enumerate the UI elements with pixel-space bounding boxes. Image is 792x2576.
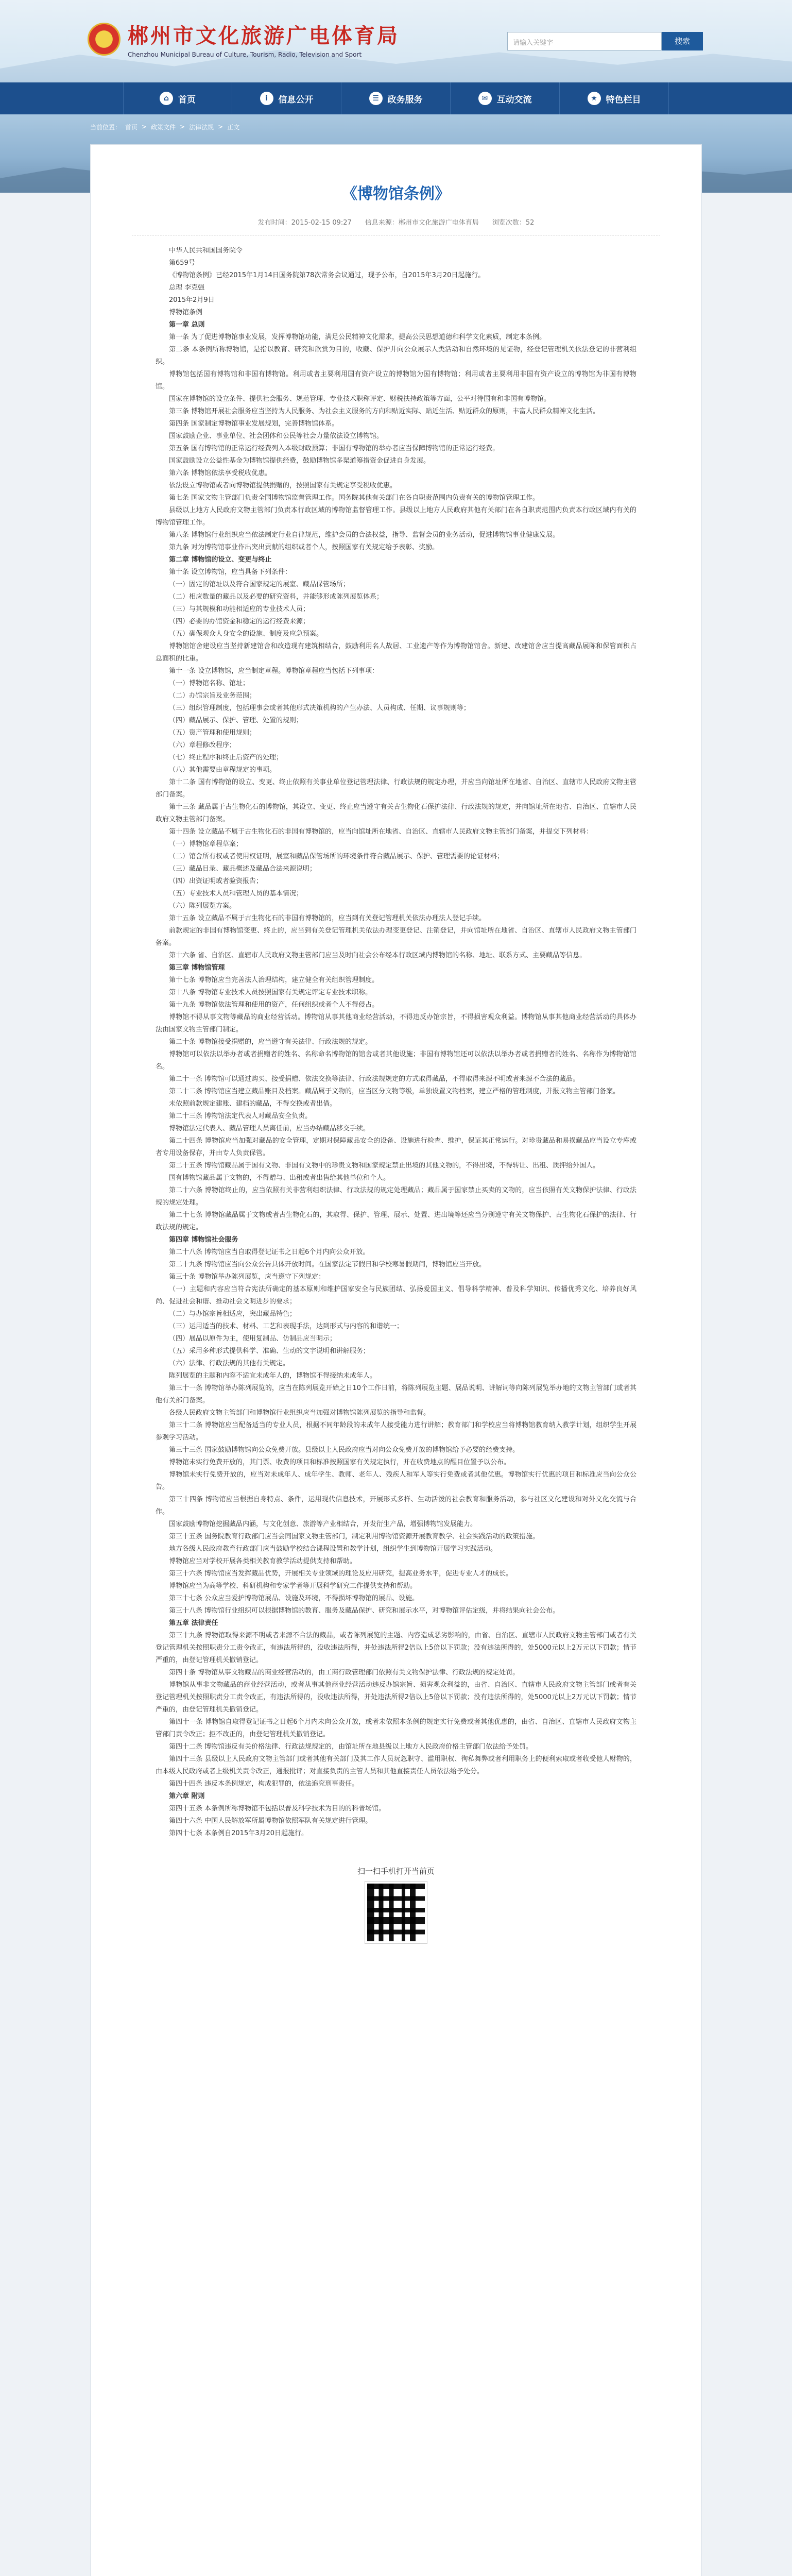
article-paragraph: 第二章 博物馆的设立、变更与终止 — [169, 556, 272, 564]
article-paragraph: （二）办馆宗旨及业务范围； — [169, 692, 256, 700]
article-paragraph: （二）与办馆宗旨相适应，突出藏品特色； — [169, 1310, 297, 1318]
article-paragraph: （四）必要的办馆资金和稳定的运行经费来源； — [169, 618, 310, 625]
article-paragraph: （一）固定的馆址以及符合国家规定的展室、藏品保管场所； — [169, 581, 350, 588]
qr-section — [91, 1866, 701, 1943]
article-paragraph: （六）章程修改程序； — [169, 741, 236, 749]
article-paragraph: 第十六条 省、自治区、直辖市人民政府文物主管部门应当及时向社会公布经本行政区域内博物馆的名称、地址、联系方式、主要藏品等信息。 — [169, 952, 587, 959]
qr-caption: 扫一扫手机打开当前页 — [357, 1867, 435, 1876]
article-paragraph: （六）陈列展览方案。 — [169, 902, 236, 910]
article-paragraph: 第四章 博物馆社会服务 — [169, 1236, 238, 1244]
article-paragraph: 依法设立博物馆或者向博物馆提供捐赠的，按照国家有关规定享受税收优惠。 — [169, 482, 397, 489]
article-paragraph: 国家鼓励博物馆挖掘藏品内涵，与文化创意、旅游等产业相结合，开发衍生产品，增强博物馆发展能力。 — [169, 1520, 477, 1528]
article-paragraph: 第二十七条 博物馆藏品属于文物或者古生物化石的，其取得、保护、管理、展示、处置、进出境等还应当分别遵守有关文物保护、古生物化石保护的法律、行政法规的规定。 — [156, 1211, 636, 1231]
article-paragraph: 博物馆包括国有博物馆和非国有博物馆。利用或者主要利用国有资产设立的博物馆为国有博物馆；利用或者主要利用非国有资产设立的博物馆为非国有博物馆。 — [156, 370, 636, 391]
article-paragraph: （七）终止程序和终止后资产的处理； — [169, 754, 283, 761]
article-paragraph: 第三十条 博物馆举办陈列展览，应当遵守下列规定： — [169, 1273, 325, 1281]
nav-item-home[interactable]: ⌂ 首页 — [123, 82, 232, 114]
article-paragraph: 第十二条 国有博物馆的设立、变更、终止依照有关事业单位登记管理法律、行政法规的规定办理，并应当向馆址所在地省、自治区、直辖市人民政府文物主管部门备案。 — [156, 778, 636, 799]
article-paragraph: 第八条 博物馆行业组织应当依法制定行业自律规范，维护会员的合法权益，指导、监督会员的业务活动，促进博物馆事业健康发展。 — [169, 531, 560, 539]
article-paragraph: 第十四条 设立藏品不属于古生物化石的非国有博物馆的，应当向馆址所在地省、自治区、直辖市人民政府文物主管部门备案，并提交下列材料： — [169, 828, 593, 836]
article-paragraph: 第四十七条 本条例自2015年3月20日起施行。 — [169, 1829, 308, 1837]
article-paragraph: 第十九条 博物馆依法管理和使用的资产，任何组织或者个人不得侵占。 — [169, 1001, 379, 1009]
article-paragraph: 地方各级人民政府教育行政部门应当鼓励学校结合课程设置和教学计划，组织学生到博物馆开展学习实践活动。 — [169, 1545, 497, 1553]
article-paragraph: （五）资产管理和使用规则； — [169, 729, 256, 737]
article-paragraph: 国家鼓励企业、事业单位、社会团体和公民等社会力量依法设立博物馆。 — [169, 432, 384, 440]
article-paragraph: 博物馆馆舍建设应当坚持新建馆舍和改造现有建筑相结合，鼓励利用名人故居、工业遗产等作为博物馆馆舍。新建、改建馆舍应当提高藏品展陈和保管面积占总面积的比重。 — [156, 642, 636, 663]
article-paragraph: 第四十五条 本条例所称博物馆不包括以普及科学技术为目的的科普场馆。 — [169, 1805, 386, 1812]
search-button[interactable]: 搜索 — [662, 32, 703, 50]
article-paragraph: 第九条 对为博物馆事业作出突出贡献的组织或者个人，按照国家有关规定给予表彰、奖励。 — [169, 544, 439, 551]
article-panel — [90, 144, 702, 2576]
article-paragraph: （一）博物馆章程草案； — [169, 840, 243, 848]
national-emblem-icon — [88, 23, 120, 56]
article-paragraph: 第四十条 博物馆从事文物藏品的商业经营活动的，由工商行政管理部门依照有关文物保护法律、行政法规的规定处罚。 — [169, 1669, 520, 1676]
article-paragraph: 第二十六条 博物馆终止的，应当依照有关非营利组织法律、行政法规的规定处理藏品；藏品属于国家禁止买卖的文物的，应当依照有关文物保护法律、行政法规的规定处理。 — [156, 1187, 636, 1207]
article-paragraph: （四）出资证明或者验资报告； — [169, 877, 263, 885]
nav-item-service[interactable]: ☰ 政务服务 — [341, 82, 451, 114]
main-nav — [0, 82, 792, 114]
article-paragraph: 第十一条 设立博物馆，应当制定章程。博物馆章程应当包括下列事项： — [169, 667, 379, 675]
article-paragraph: 第二十九条 博物馆应当向公众公告具体开放时间。在国家法定节假日和学校寒暑假期间，博物馆应当开放。 — [169, 1261, 486, 1268]
article-paragraph: 第二十三条 博物馆法定代表人对藏品安全负责。 — [169, 1112, 312, 1120]
article-paragraph: 第六条 博物馆依法享受税收优惠。 — [169, 469, 272, 477]
article-paragraph: 各级人民政府文物主管部门和博物馆行业组织应当加强对博物馆陈列展览的指导和监督。 — [169, 1409, 431, 1417]
article-paragraph: 博物馆应当为高等学校、科研机构和专家学者等开展科学研究工作提供支持和帮助。 — [169, 1582, 417, 1590]
article-paragraph: 博物馆应当对学校开展各类相关教育教学活动提供支持和帮助。 — [169, 1557, 357, 1565]
site-header — [0, 0, 792, 82]
search-input[interactable]: 请输入关键字 — [507, 32, 662, 50]
article-paragraph: （四）展品以原件为主，使用复制品、仿制品应当明示； — [169, 1335, 337, 1343]
article-paragraph: 国家在博物馆的设立条件、提供社会服务、规范管理、专业技术职称评定、财税扶持政策等方面，公平对待国有和非国有博物馆。 — [169, 395, 551, 403]
article-paragraph: 第四十六条 中国人民解放军所属博物馆依照军队有关规定进行管理。 — [169, 1817, 372, 1825]
article-paragraph: 《博物馆条例》已经2015年1月14日国务院第78次常务会议通过，现予公布，自2015年3月20日起施行。 — [169, 272, 485, 279]
article-paragraph: 第三十二条 博物馆应当配备适当的专业人员，根据不同年龄段的未成年人接受能力进行讲解；教育部门和学校应当将博物馆教育纳入教学计划，组织学生开展参观学习活动。 — [156, 1421, 636, 1442]
search-bar — [507, 32, 703, 50]
service-icon: ☰ — [369, 92, 383, 105]
article-paragraph: 中华人民共和国国务院令 — [169, 247, 243, 255]
site-title: 郴州市文化旅游广电体育局 — [128, 24, 400, 48]
article-paragraph: 未依照前款规定建账、建档的藏品，不得交换或者出借。 — [169, 1100, 337, 1108]
article-paragraph: 第三十三条 国家鼓励博物馆向公众免费开放。县级以上人民政府应当对向公众免费开放的博物馆给予必要的经费支持。 — [169, 1446, 520, 1454]
article-paragraph: 第一条 为了促进博物馆事业发展，发挥博物馆功能，满足公民精神文化需求，提高公民思想道德和科学文化素质，制定本条例。 — [169, 333, 546, 341]
article-paragraph: 第四十二条 博物馆违反有关价格法律、行政法规规定的，由馆址所在地县级以上地方人民政府价格主管部门依法给予处罚。 — [169, 1743, 533, 1751]
article-paragraph: 第二十四条 博物馆应当加强对藏品的安全管理，定期对保障藏品安全的设备、设施进行检查、维护，保证其正常运行。对珍贵藏品和易损藏品应当设立专库或者专用设备保存，并由专人负责保管。 — [156, 1137, 636, 1157]
article-paragraph: 第三十四条 博物馆应当根据自身特点、条件，运用现代信息技术，开展形式多样、生动活泼的社会教育和服务活动，参与社区文化建设和对外文化交流与合作。 — [156, 1496, 636, 1516]
breadcrumb: 当前位置： 首页 > 政策文件 > 法律法规 > 正文 — [90, 123, 240, 131]
qr-code — [365, 1882, 427, 1943]
article-paragraph: 县级以上地方人民政府文物主管部门负责本行政区域的博物馆监督管理工作。县级以上地方人民政府其他有关部门在各自职责范围内负责本行政区域内有关的博物馆管理工作。 — [156, 506, 636, 527]
article-paragraph: （二）相应数量的藏品以及必要的研究资料，并能够形成陈列展览体系； — [169, 593, 384, 601]
article-paragraph: 第三十八条 博物馆行业组织可以根据博物馆的教育、服务及藏品保护、研究和展示水平，对博物馆评估定级，并将结果向社会公布。 — [169, 1607, 560, 1615]
article-paragraph: 第十三条 藏品属于古生物化石的博物馆，其设立、变更、终止应当遵守有关古生物化石保护法律、行政法规的规定，并向馆址所在地省、自治区、直辖市人民政府文物主管部门备案。 — [156, 803, 636, 823]
article-paragraph: 第四条 国家制定博物馆事业发展规划，完善博物馆体系。 — [169, 420, 339, 428]
article-paragraph: （五）专业技术人员和管理人员的基本情况； — [169, 890, 303, 897]
star-icon: ★ — [588, 92, 601, 105]
article-paragraph: （三）藏品目录、藏品概述及藏品合法来源说明； — [169, 865, 317, 873]
article-paragraph: （三）组织管理制度，包括理事会或者其他形式决策机构的产生办法、人员构成、任期、议事规则等； — [169, 704, 471, 712]
article-paragraph: （一）主题和内容应当符合宪法所确定的基本原则和维护国家安全与民族团结、弘扬爱国主义、倡导科学精神、普及科学知识、传播优秀文化、培养良好风尚、促进社会和谐、推动社会文明进步的要求； — [156, 1285, 636, 1306]
article-paragraph: （五）采用多种形式提供科学、准确、生动的文字说明和讲解服务； — [169, 1347, 370, 1355]
article-paragraph: 第一章 总则 — [169, 321, 205, 329]
article-paragraph: 博物馆可以依法以举办者或者捐赠者的姓名、名称命名博物馆的馆舍或者其他设施；非国有博物馆还可以依法以举办者或者捐赠者的姓名、名称作为博物馆馆名。 — [156, 1050, 636, 1071]
article-paragraph: 前款规定的非国有博物馆变更、终止的，应当到有关登记管理机关依法办理变更登记、注销登记，并向馆址所在地省、自治区、直辖市人民政府文物主管部门备案。 — [156, 927, 636, 947]
article-paragraph: 第十八条 博物馆专业技术人员按照国家有关规定评定专业技术职称。 — [169, 989, 372, 996]
article-paragraph: 博物馆法定代表人、藏品管理人员离任前，应当办结藏品移交手续。 — [169, 1125, 370, 1132]
article-paragraph: 第二十一条 博物馆可以通过购买、接受捐赠、依法交换等法律、行政法规规定的方式取得藏品，不得取得来源不明或者来源不合法的藏品。 — [169, 1075, 580, 1083]
article-paragraph: 第十五条 设立藏品不属于古生物化石的非国有博物馆的，应当到有关登记管理机关依法办理法人登记手续。 — [169, 914, 486, 922]
article-paragraph: 总理 李克强 — [169, 284, 205, 292]
article-paragraph: 第三条 博物馆开展社会服务应当坚持为人民服务、为社会主义服务的方向和贴近实际、贴近生活、贴近群众的原则，丰富人民群众精神文化生活。 — [169, 408, 600, 415]
article-paragraph: 第六章 附则 — [169, 1792, 205, 1800]
article-paragraph: （三）与其规模和功能相适应的专业技术人员； — [169, 605, 310, 613]
article-paragraph: 博物馆未实行免费开放的，应当对未成年人、成年学生、教师、老年人、残疾人和军人等实行免费或者其他优惠。博物馆实行优惠的项目和标准应当向公众公告。 — [156, 1471, 636, 1491]
chat-icon: ✉ — [478, 92, 492, 105]
site-logo[interactable] — [88, 20, 400, 58]
article-paragraph: 第四十一条 博物馆自取得登记证书之日起6个月内未向公众开放，或者未依照本条例的规定实行免费或者其他优惠的，由省、自治区、直辖市人民政府文物主管部门责令改正；拒不改正的，由登记管理机关撤销登记。 — [156, 1718, 636, 1738]
article-paragraph: （四）藏品展示、保护、管理、处置的规则； — [169, 717, 303, 724]
nav-item-interaction[interactable]: ✉ 互动交流 — [451, 82, 560, 114]
article-paragraph: 博物馆从事非文物藏品的商业经营活动，或者从事其他商业经营活动违反办馆宗旨、损害观众利益的，由省、自治区、直辖市人民政府文物主管部门或者有关登记管理机关按照职责分工责令改正，有违法所得的，没收违法所得，并处违法所得2倍以上5倍以下罚款；没有违法所得的，处5000元以上2万元以下罚款；情节严重的，由登记管理机关撤销登记。 — [156, 1681, 636, 1714]
info-icon: i — [260, 92, 273, 105]
article-paragraph: 博物馆条例 — [169, 309, 203, 316]
article-paragraph: 第五章 法律责任 — [169, 1619, 218, 1627]
article-body — [91, 245, 701, 1840]
article-paragraph: 第七条 国家文物主管部门负责全国博物馆监督管理工作。国务院其他有关部门在各自职责范围内负责有关的博物馆管理工作。 — [169, 494, 540, 502]
article-paragraph: （一）博物馆名称、馆址； — [169, 680, 250, 687]
article-paragraph: 博物馆不得从事文物等藏品的商业经营活动。博物馆从事其他商业经营活动，不得违反办馆宗旨，不得损害观众利益。博物馆从事其他商业经营活动的具体办法由国家文物主管部门制定。 — [156, 1013, 636, 1033]
article-paragraph: 第四十三条 县级以上人民政府文物主管部门或者其他有关部门及其工作人员玩忽职守、滥用职权、徇私舞弊或者利用职务上的便利索取或者收受他人财物的，由本级人民政府或者上级机关责令改正，通报批评；对直接负责的主管人员和其他直接责任人员依法给予处分。 — [156, 1755, 636, 1775]
article-paragraph: （五）确保观众人身安全的设施、制度及应急预案。 — [169, 630, 323, 638]
article-paragraph: 国家鼓励设立公益性基金为博物馆提供经费，鼓励博物馆多渠道筹措资金促进自身发展。 — [169, 457, 431, 465]
article-paragraph: 2015年2月9日 — [169, 296, 215, 304]
nav-item-info[interactable]: i 信息公开 — [232, 82, 341, 114]
article-paragraph: （六）法律、行政法规的其他有关规定。 — [169, 1360, 290, 1367]
article-paragraph: （八）其他需要由章程规定的事项。 — [169, 766, 277, 774]
article-paragraph: 第二十八条 博物馆应当自取得登记证书之日起6个月内向公众开放。 — [169, 1248, 370, 1256]
article-paragraph: 第三十五条 国务院教育行政部门应当会同国家文物主管部门，制定利用博物馆资源开展教育教学、社会实践活动的政策措施。 — [169, 1533, 540, 1540]
article-paragraph: 第二十二条 博物馆应当建立藏品账目及档案。藏品属于文物的，应当区分文物等级，单独设置文物档案，建立严格的管理制度，并报文物主管部门备案。 — [169, 1088, 620, 1095]
article-paragraph: 第十条 设立博物馆，应当具备下列条件： — [169, 568, 292, 576]
article-paragraph: 陈列展览的主题和内容不适宜未成年人的，博物馆不得接纳未成年人。 — [169, 1372, 377, 1380]
article-paragraph: 第二十条 博物馆接受捐赠的，应当遵守有关法律、行政法规的规定。 — [169, 1038, 372, 1046]
article-paragraph: （二）馆舍所有权或者使用权证明，展室和藏品保管场所的环境条件符合藏品展示、保护、管理需要的论证材料； — [169, 853, 504, 860]
article-paragraph: 国有博物馆藏品属于文物的，不得赠与、出租或者出售给其他单位和个人。 — [169, 1174, 390, 1182]
article-title: 《博物馆条例》 — [342, 185, 450, 203]
article-paragraph: 第三十六条 博物馆应当发挥藏品优势，开展相关专业领域的理论及应用研究，提高业务水平，促进专业人才的成长。 — [169, 1570, 513, 1578]
article-paragraph: 第四十四条 违反本条例规定，构成犯罪的，依法追究刑事责任。 — [169, 1780, 359, 1788]
article-paragraph: 第659号 — [169, 259, 195, 267]
article-paragraph: 博物馆未实行免费开放的，其门票、收费的项目和标准按照国家有关规定执行，并在收费地点的醒目位置予以公布。 — [169, 1459, 511, 1466]
article-paragraph: 第二十五条 博物馆藏品属于国有文物、非国有文物中的珍贵文物和国家规定禁止出境的其他文物的，不得出境，不得转让、出租、质押给外国人。 — [169, 1162, 600, 1170]
article-paragraph: 第五条 国有博物馆的正常运行经费列入本级财政预算；非国有博物馆的举办者应当保障博物馆的正常运行经费。 — [169, 445, 500, 452]
article-paragraph: 第十七条 博物馆应当完善法人治理结构，建立健全有关组织管理制度。 — [169, 976, 379, 984]
home-icon: ⌂ — [160, 92, 173, 105]
article-meta: 发布时间：2015-02-15 09:27 信息来源：郴州市文化旅游广电体育局 浏览次数：52 — [132, 217, 660, 235]
article-paragraph: 第二条 本条例所称博物馆，是指以教育、研究和欣赏为目的，收藏、保护并向公众展示人类活动和自然环境的见证物，经登记管理机关依法登记的非营利组织。 — [156, 346, 636, 366]
article-paragraph: （三）运用适当的技术、材料、工艺和表现手法，达到形式与内容的和谐统一； — [169, 1323, 404, 1330]
article-paragraph: 第三十一条 博物馆举办陈列展览的，应当在陈列展览开始之日10个工作日前，将陈列展览主题、展品说明、讲解词等向陈列展览举办地的文物主管部门或者其他有关部门备案。 — [156, 1384, 636, 1404]
article-paragraph: 第三十七条 公众应当爱护博物馆展品、设施及环境，不得损坏博物馆的展品、设施。 — [169, 1595, 419, 1602]
site-subtitle: Chenzhou Municipal Bureau of Culture, Tourism, Radio, Television and Sport — [128, 51, 362, 58]
article-paragraph: 第三章 博物馆管理 — [169, 964, 225, 972]
article-paragraph: 第三十九条 博物馆取得来源不明或者来源不合法的藏品，或者陈列展览的主题、内容造成恶劣影响的，由省、自治区、直辖市人民政府文物主管部门或者有关登记管理机关按照职责分工责令改正，有违法所得的，没收违法所得，并处违法所得2倍以上5倍以下罚款；没有违法所得的，处5000元以上2万元以下罚款；情节严重的，由登记管理机关撤销登记。 — [156, 1632, 636, 1664]
nav-item-feature[interactable]: ★ 特色栏目 — [560, 82, 669, 114]
